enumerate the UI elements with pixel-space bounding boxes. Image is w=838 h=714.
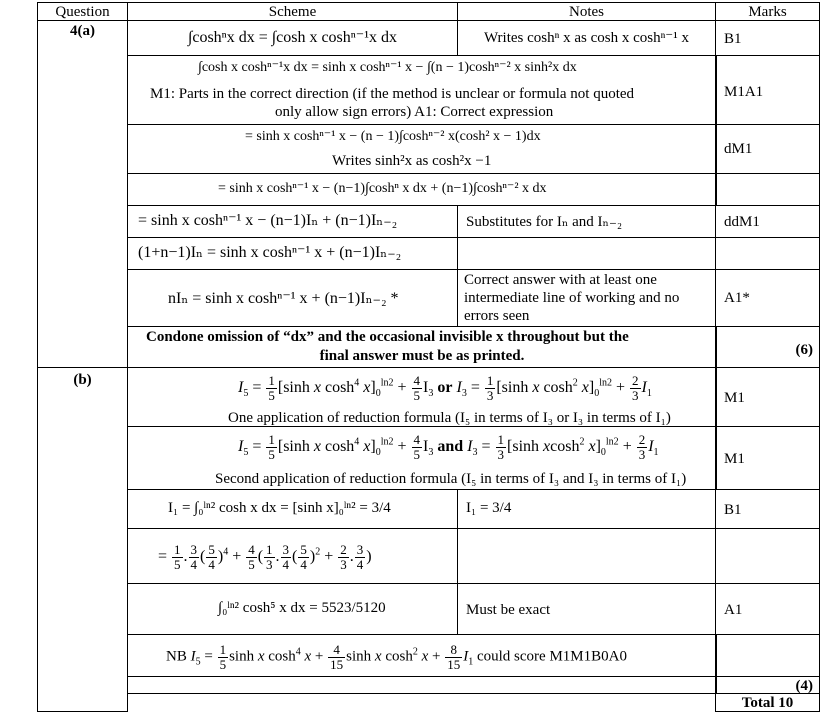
question-4a-label: 4(a) <box>70 23 95 39</box>
marks-4a-row7 <box>715 269 820 327</box>
scheme-4a-row7 <box>127 269 458 327</box>
question-4a-cell <box>37 20 128 368</box>
scheme-4a-row5 <box>127 205 458 238</box>
question-4b-cell <box>37 367 128 712</box>
scheme-4a-line2: ∫cosh x coshⁿ⁻¹x dx = sinh x coshⁿ⁻¹ x − ∫(n − 1)coshⁿ⁻² x sinh²x dx <box>198 60 577 75</box>
scheme-4a-note2b: only allow sign errors) A1: Correct expression <box>275 104 554 120</box>
scheme-4a-line5: = sinh x coshⁿ⁻¹ x − (n−1)Iₙ + (n−1)Iₙ₋₂ <box>138 212 398 229</box>
scheme-4a-line6: (1+n−1)Iₙ = sinh x coshⁿ⁻¹ x + (n−1)Iₙ₋₂ <box>138 244 402 261</box>
header-scheme: Scheme <box>268 4 317 20</box>
notes-4b-row5 <box>457 583 716 635</box>
notes-4a-line1: Writes coshⁿ x as cosh x coshⁿ⁻¹ x <box>484 30 689 46</box>
notes-4a-row1 <box>457 20 716 56</box>
marks-4b-total-cell <box>715 676 820 694</box>
condone-line1: Condone omission of “dx” and the occasional invisible x throughout but the <box>146 329 629 345</box>
marks-4a-row3 <box>715 124 820 174</box>
mark-4b-a1: A1 <box>724 602 743 618</box>
scheme-4b-eq1: $I_5$ = $\frac{1}{5}$ [sinh x $\cosh^4 x]_0^{ln2}$ + $\frac{4}{5}$ $I_3$ or $I_3$ = $\frac{1}{3}$ [sinh x $\cosh^2 x]_0^{ln2}$ + $\frac{2}{3}$ $I_1$ <box>238 373 652 403</box>
scheme-4b-total-row <box>127 676 717 694</box>
header-marks: Marks <box>748 4 787 20</box>
condone-row <box>127 326 717 368</box>
mark-dm1: dM1 <box>724 141 753 157</box>
mark-4b-m1-first: M1 <box>724 390 745 406</box>
nb-row <box>127 634 717 677</box>
marks-4a-row2 <box>715 55 820 125</box>
mark-scheme-table <box>37 2 820 712</box>
scheme-4a-line7: nIₙ = sinh x coshⁿ⁻¹ x + (n−1)Iₙ₋₂ * <box>168 290 399 307</box>
mark-4a-total: (6) <box>795 342 813 358</box>
scheme-4a-line4: = sinh x coshⁿ⁻¹ x − (n−1)∫coshⁿ x dx + (n−1)∫coshⁿ⁻² x dx <box>218 181 547 196</box>
marks-4b-row5 <box>715 583 820 635</box>
notes-4b-row3 <box>457 489 716 529</box>
grand-total: Total 10 <box>741 695 794 711</box>
mark-m1a1: M1A1 <box>724 84 764 100</box>
notes-4b-row4 <box>457 528 716 584</box>
header-notes: Notes <box>569 4 604 20</box>
notes-4b-i1: I₁ = 3/4 <box>466 500 512 516</box>
notes-4a-row6 <box>457 237 716 270</box>
mark-4b-total: (4) <box>795 678 813 694</box>
condone-line2: final answer must be as printed. <box>319 348 525 364</box>
header-notes-cell <box>457 2 716 21</box>
marks-4a-row5 <box>715 205 820 238</box>
mark-b1: B1 <box>724 31 742 47</box>
marks-nb-row <box>715 634 820 677</box>
scheme-4b-note1: One application of reduction formula (I₅ in terms of I₃ or I₃ in terms of I₁) <box>228 410 671 426</box>
mark-ddm1: ddM1 <box>724 214 760 230</box>
scheme-4a-line1: ∫coshⁿx dx = ∫cosh x coshⁿ⁻¹x dx <box>187 29 398 46</box>
scheme-4b-row2 <box>127 426 717 490</box>
marks-4a-row6 <box>715 237 820 270</box>
scheme-4b-i1: I₁ = ∫₀ˡⁿ² cosh x dx = [sinh x]₀ˡⁿ² = 3/4 <box>168 500 391 516</box>
header-question: Question <box>55 4 110 20</box>
scheme-4b-result: ∫₀ˡⁿ² cosh⁵ x dx = 5523/5120 <box>218 600 386 616</box>
header-scheme-cell <box>127 2 458 21</box>
nb-line: NB $I_5$ = $\frac{1}{5}$ sinh x $\cosh^4 x$ + $\frac{4}{15}$ sinh x $\cosh^2 x$ + $\frac{8}{15}$ $I_1$ could score M1M1B0A0 <box>166 642 627 672</box>
notes-4a-line7a: Correct answer with at least one <box>464 272 657 288</box>
nb-score: could score M1M1B0A0 <box>476 648 627 665</box>
mark-4b-m1-second: M1 <box>724 451 745 467</box>
scheme-4a-note3: Writes sinh²x as cosh²x −1 <box>332 153 492 169</box>
marks-4b-row1 <box>715 367 820 427</box>
scheme-4b-note2: Second application of reduction formula (I₅ in terms of I₃ and I₃ in terms of I₁) <box>215 471 687 487</box>
mark-4b-b1: B1 <box>724 502 742 518</box>
marks-4a-total-cell <box>715 326 820 368</box>
scheme-4b-row4 <box>127 528 458 584</box>
notes-4a-row7 <box>457 269 716 327</box>
notes-4b-exact: Must be exact <box>466 602 551 618</box>
scheme-4a-row1 <box>127 20 458 56</box>
scheme-4a-line3: = sinh x coshⁿ⁻¹ x − (n − 1)∫coshⁿ⁻² x(cosh² x − 1)dx <box>245 129 541 144</box>
scheme-4b-row5 <box>127 583 458 635</box>
grand-total-cell <box>715 693 820 712</box>
question-4b-label: (b) <box>73 372 92 388</box>
notes-4a-line7b: intermediate line of working and no <box>464 290 680 306</box>
mark-a1-star: A1* <box>724 290 750 306</box>
notes-4a-line5: Substitutes for Iₙ and Iₙ₋₂ <box>466 214 623 230</box>
notes-4a-row5 <box>457 205 716 238</box>
scheme-4b-row1 <box>127 367 717 427</box>
marks-4b-row2 <box>715 426 820 490</box>
scheme-4a-row6 <box>127 237 458 270</box>
scheme-4a-row3 <box>127 124 717 174</box>
marks-4a-row1 <box>715 20 820 56</box>
notes-4a-line7c: errors seen <box>464 308 530 324</box>
marks-4a-row4 <box>715 173 820 206</box>
scheme-4a-row4 <box>127 173 717 206</box>
scheme-4a-note2a: M1: Parts in the correct direction (if the method is unclear or formula not quoted <box>150 86 635 102</box>
marks-4b-row4 <box>715 528 820 584</box>
scheme-4b-row3 <box>127 489 458 529</box>
scheme-4b-eq4: = $\frac{1}{5}$ . $\frac{3}{4}$ ( $\frac{5}{4}$ )$^4$ + $\frac{4}{5}$ ( $\frac{1}{3}$ . $\frac{3}{4}$ ( $\frac{5}{4}$ )$^2$ + $\frac{2}{3}$ . $\frac{3}{4}$ ) <box>158 542 372 572</box>
scheme-4b-eq2: $I_5$ = $\frac{1}{5}$ [sinh x $\cosh^4 x]_0^{ln2}$ + $\frac{4}{5}$ $I_3$ and $I_3$ = $\frac{1}{3}$ [sinh xcosh$^2$ $x]_0^{ln2}$ + $\frac{2}{3}$ $I_1$ <box>238 432 659 462</box>
header-marks-cell <box>715 2 820 21</box>
header-question-cell <box>37 2 128 21</box>
scheme-4a-row2 <box>127 55 717 125</box>
marks-4b-row3 <box>715 489 820 529</box>
